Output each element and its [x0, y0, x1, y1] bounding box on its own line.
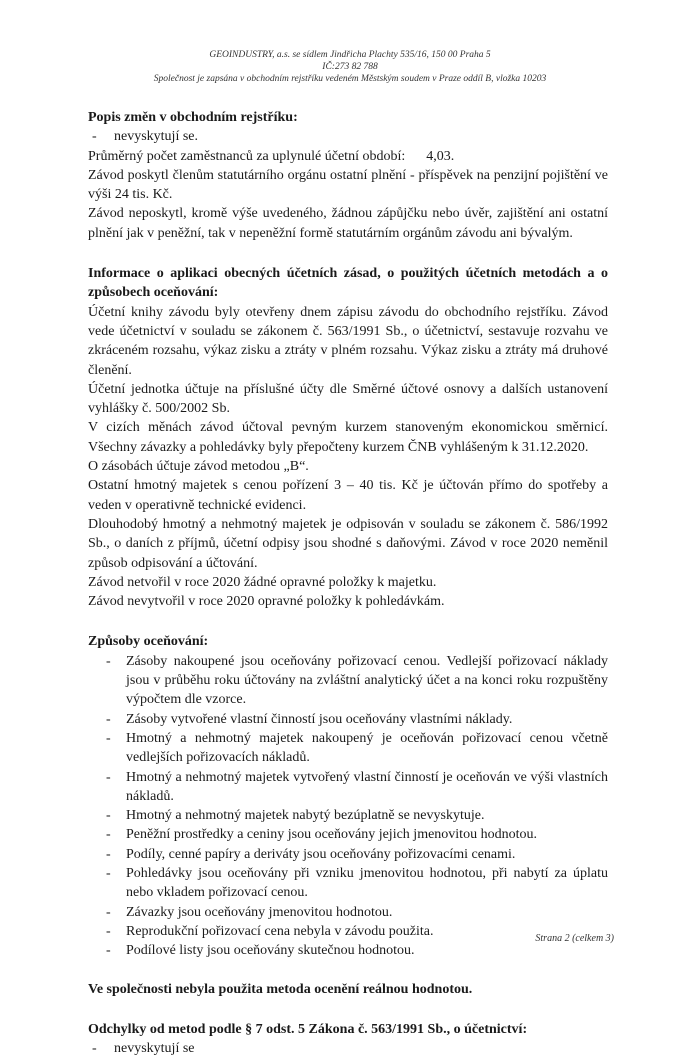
section-heading-valuation-methods: Způsoby oceňování:: [88, 634, 209, 650]
dash-marker: -: [106, 730, 111, 746]
paragraph: Závod netvořil v roce 2020 žádné opravné položky k majetku.: [88, 574, 437, 590]
dash-marker: -: [92, 1041, 97, 1057]
registry-note: Společnost je zapsána v obchodním rejstříku vedeném Městským soudem v Praze oddíl B, vložka 10203: [153, 74, 547, 84]
section-heading-accounting-principles: Informace o aplikaci obecných účetních zásad, o použitých účetních metodách a o způsobech oceňování:: [88, 266, 608, 301]
dash-marker: -: [106, 808, 111, 824]
page-header: [0, 49, 700, 85]
list-item: - Pohledávky jsou oceňovány při vzniku jmenovitou hodnotou, při nabytí za úplatu nebo vkladem pořizovací cenou.: [88, 864, 608, 903]
list-item: - Hmotný a nehmotný majetek vytvořený vlastní činností je oceňován ve výši vlastních nákladů.: [88, 768, 608, 807]
list-item-text: nevyskytují se.: [114, 129, 198, 145]
employee-count: Průměrný počet zaměstnanců za uplynulé účetní období: 4,03.: [88, 148, 455, 164]
dash-marker: -: [106, 653, 111, 669]
dash-marker: -: [106, 711, 111, 727]
paragraph: Závod poskytl členům statutárního orgánu ostatní plnění - příspěvek na penzijní pojištění ve výši 24 tis. Kč.: [88, 167, 608, 203]
paragraph: O zásobách účtuje závod metodou „B“.: [88, 459, 309, 475]
dash-marker: -: [106, 943, 111, 959]
paragraph: V cizích měnách závod účtoval pevným kurzem stanoveným ekonomickou směrnicí. Všechny závazky a pohledávky byly přepočteny kurzem ČNB vyhlášeným k 31.12.2020.: [88, 420, 608, 455]
dash-marker: -: [106, 846, 111, 862]
dash-marker: -: [106, 904, 111, 920]
list-item-text: nevyskytují se: [114, 1041, 195, 1057]
dash-marker: -: [106, 769, 111, 785]
dash-marker: -: [106, 865, 111, 881]
page-number: Strana 2 (celkem 3): [535, 933, 614, 944]
list-item: - Hmotný a nehmotný majetek nakoupený je oceňován pořizovací cenou včetně vedlejších pořizovacích nákladů.: [88, 729, 608, 768]
paragraph: Ostatní hmotný majetek s cenou pořízení 3 – 40 tis. Kč je účtován přímo do spotřeby a veden v operativně technické evidenci.: [88, 478, 608, 513]
section-heading-fair-value: Ve společnosti nebyla použita metoda ocenění reálnou hodnotou.: [88, 982, 473, 998]
paragraph: Účetní knihy závodu byly otevřeny dnem zápisu závodu do obchodního rejstříku. Závod vede účetnictví v souladu se zákonem č. 563/1991 Sb., o účetnictví, sestavuje rozvahu ve zkráceném rozsahu, výkaz zisku a ztráty v plném rozsahu. Výkaz zisku a ztráty má druhové členění.: [88, 304, 608, 378]
list-item: [88, 127, 608, 146]
valuation-list: [88, 652, 608, 961]
paragraph: Závod nevytvořil v roce 2020 opravné položky k pohledávkám.: [88, 594, 445, 610]
dash-marker: -: [106, 923, 111, 939]
list-item: - Reprodukční pořizovací cena nebyla v závodu použita.: [88, 922, 608, 941]
list-item: - Závazky jsou oceňovány jmenovitou hodnotou.: [88, 903, 608, 922]
list-item: - Zásoby nakoupené jsou oceňovány pořizovací cenou. Vedlejší pořizovací náklady jsou v průběhu roku účtovány na zvláštní analytický účet a na konci roku rozpuštěny výpočtem dle vzorce.: [88, 652, 608, 710]
list-item: [88, 1039, 608, 1058]
list-item: - Hmotný a nehmotný majetek nabytý bezúplatně se nevyskytuje.: [88, 806, 608, 825]
list-item: - Zásoby vytvořené vlastní činností jsou oceňovány vlastními náklady.: [88, 710, 608, 729]
list-item: - Peněžní prostředky a ceniny jsou oceňovány jejich jmenovitou hodnotou.: [88, 825, 608, 844]
paragraph: Závod neposkytl, kromě výše uvedeného, žádnou zápůjčku nebo úvěr, zajištění ani ostatní plnění jak v peněžní, tak v nepeněžní formě statutárním orgánům závodu ani bývalým.: [88, 206, 608, 241]
company-id: IČ:273 82 788: [322, 62, 378, 72]
section-heading-registry-changes: Popis změn v obchodním rejstříku:: [88, 110, 298, 125]
paragraph: Dlouhodobý hmotný a nehmotný majetek je odpisován v souladu se zákonem č. 586/1992 Sb., o daních z příjmů, účetní odpisy jsou shodné s daňovými. Závod v roce 2020 neměnil způsob odpisování a účtování.: [88, 516, 608, 571]
dash-marker: -: [106, 827, 111, 843]
document-body: [88, 108, 608, 1058]
dash-marker: -: [92, 129, 97, 145]
paragraph: Účetní jednotka účtuje na příslušné účty dle Směrné účtové osnovy a dalších ustanovení vyhlášky č. 500/2002 Sb.: [88, 381, 608, 417]
section-heading-deviations: Odchylky od metod podle § 7 odst. 5 Zákona č. 563/1991 Sb., o účetnictví:: [88, 1021, 528, 1037]
list-item: - Podílové listy jsou oceňovány skutečnou hodnotou.: [88, 941, 608, 960]
company-address: GEOINDUSTRY, a.s. se sídlem Jindřicha Plachty 535/16, 150 00 Praha 5: [209, 50, 491, 60]
list-item: - Podíly, cenné papíry a deriváty jsou oceňovány pořizovacími cenami.: [88, 845, 608, 864]
